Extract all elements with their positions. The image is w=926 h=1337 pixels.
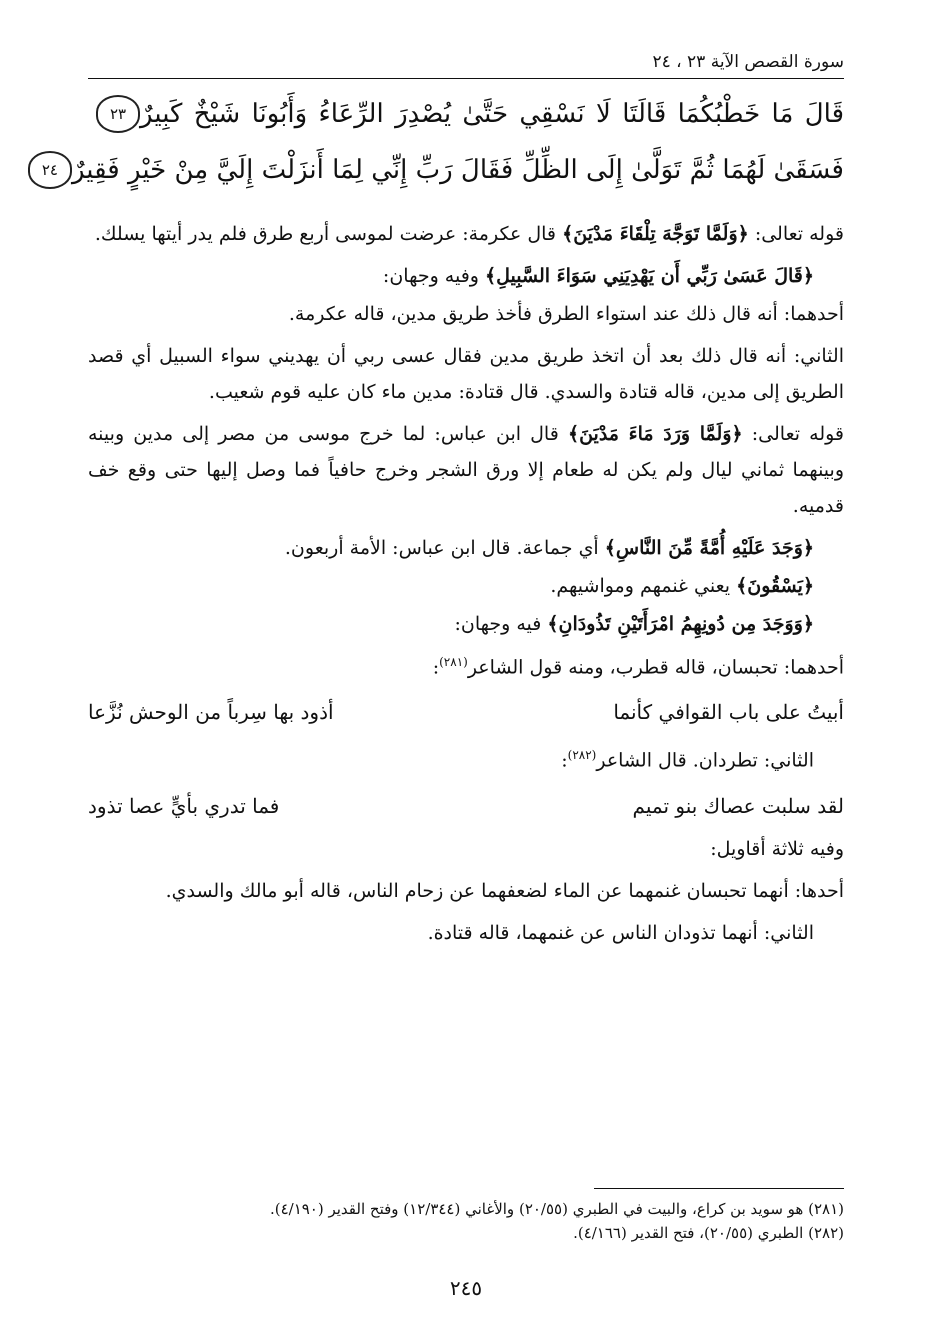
text-run: أي جماعة. قال ابن عباس: الأمة أربعون. — [284, 537, 599, 559]
quran-verse-text: قَالَ مَا خَطْبُكُمَا قَالَتَا لَا نَسْقِي حَتَّىٰ يُصْدِرَ الرِّعَاءُ وَأَبُونَا شَيْخٌ كَبِيرٌ — [140, 99, 844, 129]
verse-hemistich-left: أذود بها سِرباً من الوحش نُزَّعا — [88, 700, 334, 725]
footnote-divider — [594, 1188, 844, 1189]
paragraph — [88, 416, 844, 524]
verse-hemistich-left: فما تدري بأيٍّ عصا تذود — [88, 793, 280, 818]
paragraph — [88, 644, 844, 685]
verse-hemistich-right: لقد سلبت عصاك بنو تميم — [632, 793, 844, 818]
text-run: : — [432, 656, 440, 679]
text-run: فيه وجهان: — [454, 613, 542, 635]
text-run: الثاني: أنهما تذودان الناس عن غنمهما، قاله قتادة. — [427, 921, 814, 944]
text-run: وفيه وجهان: — [382, 265, 479, 287]
quran-line-1 — [88, 86, 844, 142]
text-run: قال عكرمة: عرضت لموسى أربع طرق فلم يدر أيتها يسلك. — [94, 223, 557, 245]
paragraph — [88, 216, 844, 252]
text-run: : — [561, 749, 568, 772]
verse-hemistich-right: أبيتُ على باب القوافي كأنما — [613, 700, 844, 725]
text-run: الثاني: أنه قال ذلك بعد أن اتخذ طريق مدين فقال عسى ربي أن يهديني سواء السبيل أي قصد الطريق إلى مدين، قاله قتادة والسدي. قال قتادة: مدين ماء كان عليه قوم شعيب. — [88, 345, 844, 403]
quran-quote: ﴿وَجَدَ عَلَيْهِ أُمَّةً مِّنَ النَّاسِ﴾ — [604, 537, 814, 559]
book-page — [41, 40, 845, 1310]
ayah-number-marker: ٢٤ — [28, 151, 72, 189]
ayah-number-marker: ٢٣ — [96, 95, 140, 133]
quran-quote: ﴿قَالَ عَسَىٰ رَبِّي أَن يَهْدِيَنِي سَوَاءَ السَّبِيلِ﴾ — [485, 265, 814, 287]
footnote-reference: (٢٨١) — [439, 655, 468, 669]
text-run: قوله تعالى: — [754, 223, 844, 245]
poetry-verse — [88, 693, 844, 731]
quran-verse-text: فَسَقَىٰ لَهُمَا ثُمَّ تَوَلَّىٰ إِلَى الظِّلِّ فَقَالَ رَبِّ إِنِّي لِمَا أَنزَلْتَ إِلَيَّ مِنْ خَيْرٍ فَقِيرٌ — [71, 155, 844, 185]
quran-quote: ﴿وَلَمَّا تَوَجَّهَ تِلْقَاءَ مَدْيَنَ﴾ — [562, 223, 749, 245]
footnote-reference: (٢٨٢) — [567, 748, 597, 763]
text-run: يعني غنمهم ومواشيهم. — [550, 575, 731, 597]
text-run: وفيه ثلاثة أقاويل: — [710, 837, 844, 860]
running-title: سورة القصص الآية ٢٣ ، ٢٤ — [652, 52, 844, 72]
paragraph — [88, 530, 844, 566]
paragraph — [88, 915, 844, 951]
footnote: (٢٨٢) الطبري (٢٠/٥٥)، فتح القدير (٤/١٦٦). — [573, 1224, 844, 1242]
paragraph — [88, 873, 844, 909]
paragraph — [88, 606, 844, 642]
paragraph — [88, 338, 844, 410]
text-run: أحدها: أنهما تحبسان غنمهما عن الماء لضعفهما عن زحام الناس، قاله أبو مالك والسدي. — [165, 879, 844, 902]
text-run: قوله تعالى: — [751, 423, 845, 445]
quran-line-2 — [41, 142, 844, 198]
poetry-verse — [88, 787, 844, 825]
quran-quote: ﴿وَلَمَّا وَرَدَ مَاءَ مَدْيَنَ﴾ — [567, 423, 743, 445]
quran-quote: ﴿وَوَجَدَ مِن دُونِهِمُ امْرَأَتَيْنِ تَذُودَانِ﴾ — [547, 613, 814, 635]
text-run: أحدهما: تحبسان، قاله قطرب، ومنه قول الشاعر — [467, 656, 844, 679]
footnote: (٢٨١) هو سويد بن كراع، والبيت في الطبري (٢٠/٥٥) والأغاني (١٢/٣٤٤) وفتح القدير (٤/١٩٠). — [269, 1200, 844, 1218]
footnotes — [88, 1188, 844, 1245]
paragraph — [88, 258, 844, 294]
quran-quote: ﴿يَسْقُونَ﴾ — [736, 575, 814, 597]
paragraph — [88, 737, 844, 778]
text-run: الثاني: تطردان. قال الشاعر — [596, 749, 814, 772]
commentary-body — [88, 216, 844, 953]
paragraph — [88, 296, 844, 332]
quran-verses-block — [41, 86, 844, 204]
running-header — [88, 50, 844, 79]
text-run: قال ابن عباس: لما خرج موسى من مصر إلى مدين وبينه وبينهما ثماني ليال ولم يكن له طعام إلا ورق الشجر وخرج حافياً فما وصل إليها حتى وقع خف قدميه. — [88, 423, 844, 517]
paragraph — [88, 831, 844, 867]
paragraph — [88, 568, 844, 604]
text-run: أحدهما: أنه قال ذلك عند استواء الطرق فأخذ طريق مدين، قاله عكرمة. — [288, 303, 844, 325]
page-number: ٢٤٥ — [449, 1276, 483, 1300]
